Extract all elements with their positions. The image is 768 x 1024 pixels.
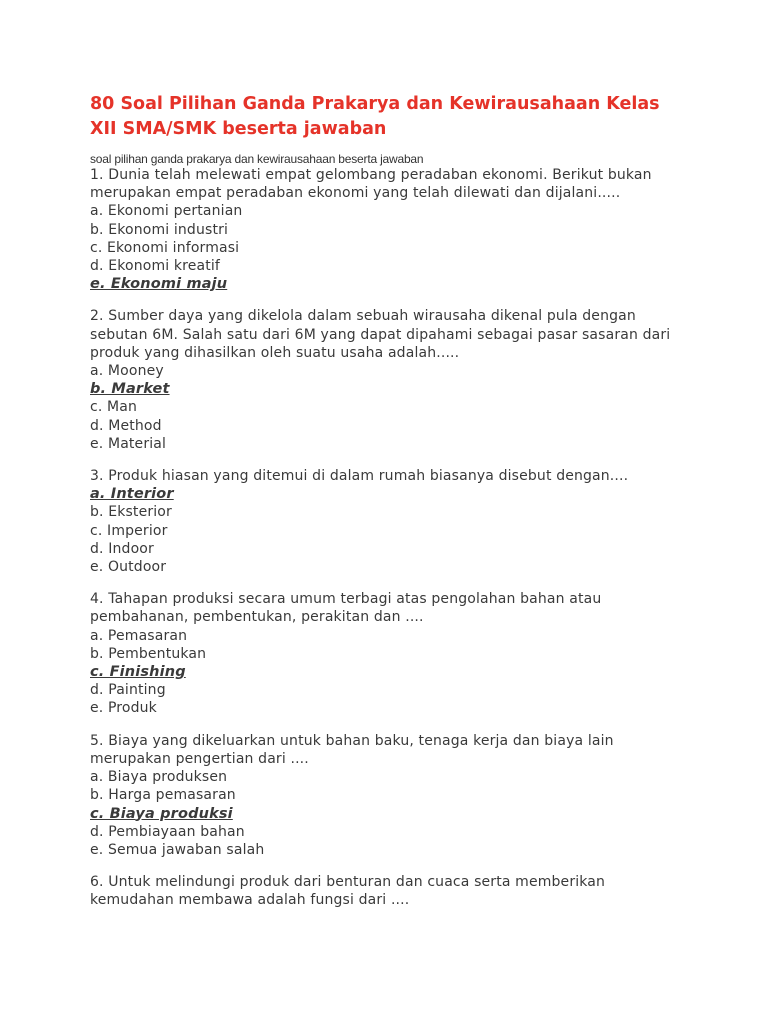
answer-option: e. Produk	[90, 700, 157, 717]
correct-answer-option: c. Finishing	[90, 664, 186, 681]
answer-option: d. Indoor	[90, 540, 154, 557]
answer-option: e. Outdoor	[90, 559, 167, 576]
question-item	[90, 166, 690, 293]
answer-option: e. Material	[90, 435, 167, 452]
answer-option: a. Pemasaran	[90, 627, 188, 644]
answer-option: b. Pembentukan	[90, 645, 207, 662]
question-list	[90, 166, 690, 910]
answer-option: a. Mooney	[90, 363, 164, 380]
answer-option: d. Ekonomi kreatif	[90, 258, 220, 275]
question-item	[90, 307, 690, 453]
correct-answer-option: c. Biaya produksi	[90, 805, 233, 822]
question-text: 5. Biaya yang dikeluarkan untuk bahan baku, tenaga kerja dan biaya lain merupakan pengertian dari ....	[90, 732, 614, 767]
question-item	[90, 467, 690, 576]
answer-option: c. Imperior	[90, 522, 168, 539]
question-text: 1. Dunia telah melewati empat gelombang peradaban ekonomi. Berikut bukan merupakan empat peradaban ekonomi yang telah dilewati dan dijalani.....	[90, 167, 652, 202]
answer-option: a. Ekonomi pertanian	[90, 203, 243, 220]
answer-option: b. Ekonomi industri	[90, 221, 229, 238]
answer-option: b. Harga pemasaran	[90, 787, 236, 804]
question-text: 6. Untuk melindungi produk dari benturan dan cuaca serta memberikan kemudahan membawa adalah fungsi dari ....	[90, 874, 606, 909]
correct-answer-option: a. Interior	[90, 486, 174, 503]
answer-option: d. Painting	[90, 682, 166, 699]
answer-option: c. Ekonomi informasi	[90, 239, 240, 256]
question-item	[90, 732, 690, 859]
answer-option: d. Method	[90, 417, 162, 434]
answer-option: b. Eksterior	[90, 504, 172, 521]
answer-option: d. Pembiayaan bahan	[90, 823, 245, 840]
answer-option: a. Biaya produksen	[90, 769, 228, 786]
question-item	[90, 590, 690, 717]
document-page	[90, 92, 690, 924]
question-text: 2. Sumber daya yang dikelola dalam sebuah wirausaha dikenal pula dengan sebutan 6M. Salah satu dari 6M yang dapat dipahami sebagai pasar sasaran dari produk yang dihasilkan oleh suatu usaha adalah.....	[90, 308, 671, 361]
question-text: 3. Produk hiasan yang ditemui di dalam rumah biasanya disebut dengan....	[90, 468, 629, 485]
question-item	[90, 873, 690, 909]
correct-answer-option: e. Ekonomi maju	[90, 276, 228, 293]
correct-answer-option: b. Market	[90, 381, 170, 398]
document-subtitle: soal pilihan ganda prakarya dan kewirausahaan beserta jawaban	[90, 152, 424, 166]
answer-option: c. Man	[90, 399, 138, 416]
answer-option: e. Semua jawaban salah	[90, 841, 265, 858]
question-text: 4. Tahapan produksi secara umum terbagi atas pengolahan bahan atau pembahanan, pembentukan, perakitan dan ....	[90, 591, 602, 626]
document-title: 80 Soal Pilihan Ganda Prakarya dan Kewirausahaan Kelas XII SMA/SMK beserta jawaban	[90, 94, 660, 139]
